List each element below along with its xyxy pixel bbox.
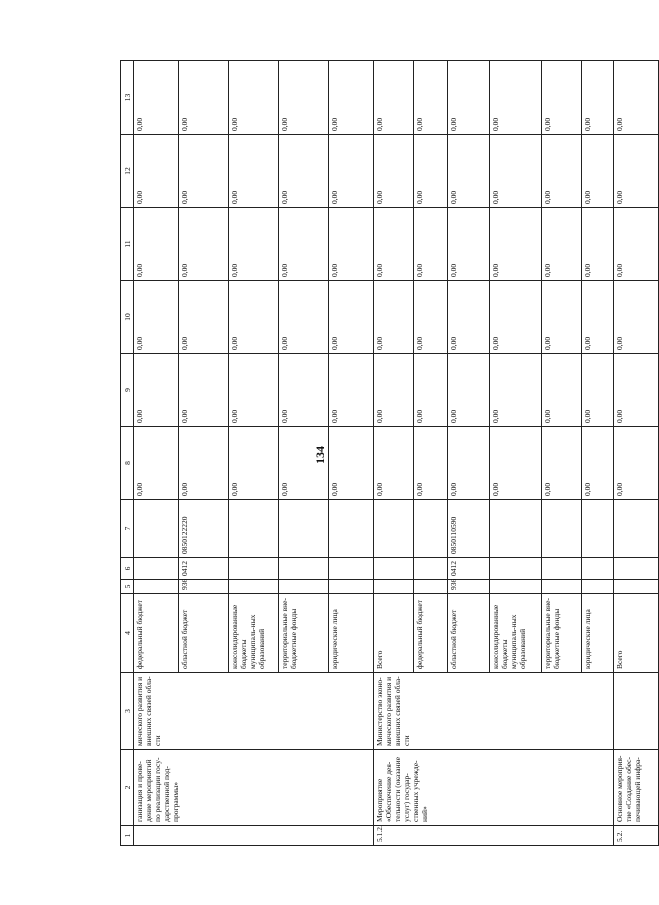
header-cell: 4 <box>121 594 134 673</box>
value-cell: 0,00 <box>582 354 614 427</box>
code-target-cell: 0850110590 <box>448 500 490 558</box>
value-cell: 0,00 <box>490 427 542 500</box>
value-cell: 0,00 <box>179 354 229 427</box>
value-cell: 0,00 <box>229 135 279 208</box>
page-number: 134 <box>313 446 327 464</box>
code-section-cell <box>279 558 329 580</box>
code-target-cell <box>542 500 582 558</box>
value-cell: 0,00 <box>542 135 582 208</box>
code-grbs-cell <box>582 580 614 594</box>
code-target-cell <box>229 500 279 558</box>
header-cell: 6 <box>121 558 134 580</box>
header-cell: 5 <box>121 580 134 594</box>
value-cell: 0,00 <box>134 61 179 135</box>
header-cell: 3 <box>121 673 134 750</box>
value-cell: 0,00 <box>329 354 374 427</box>
code-grbs-cell <box>542 580 582 594</box>
executor-cell <box>614 673 659 750</box>
value-cell: 0,00 <box>490 135 542 208</box>
value-cell: 0,00 <box>448 208 490 281</box>
funding-source-cell: территориальные вне-бюджетные фонды <box>279 594 329 673</box>
value-cell: 0,00 <box>374 354 414 427</box>
code-target-cell <box>374 500 414 558</box>
value-cell: 0,00 <box>582 135 614 208</box>
code-section-cell <box>229 558 279 580</box>
code-section-cell <box>374 558 414 580</box>
value-cell: 0,00 <box>614 354 659 427</box>
value-cell: 0,00 <box>279 208 329 281</box>
value-cell: 0,00 <box>414 427 448 500</box>
funding-source-cell: областной бюджет <box>448 594 490 673</box>
code-section-cell <box>134 558 179 580</box>
item-name-cell: Основное мероприя-тие «Создание обес-печивающей инфра- <box>614 750 659 826</box>
value-cell: 0,00 <box>374 427 414 500</box>
code-section-cell <box>542 558 582 580</box>
value-cell: 0,00 <box>329 61 374 135</box>
table-row <box>134 61 179 846</box>
code-grbs-cell <box>414 580 448 594</box>
code-section-cell: 0412 <box>448 558 490 580</box>
funding-source-cell: федеральный бюджет <box>134 594 179 673</box>
value-cell: 0,00 <box>229 354 279 427</box>
code-grbs-cell <box>229 580 279 594</box>
header-cell: 2 <box>121 750 134 826</box>
value-cell: 0,00 <box>134 208 179 281</box>
value-cell: 0,00 <box>179 61 229 135</box>
value-cell: 0,00 <box>374 281 414 354</box>
value-cell: 0,00 <box>414 354 448 427</box>
value-cell: 0,00 <box>490 281 542 354</box>
value-cell: 0,00 <box>542 281 582 354</box>
code-section-cell: 0412 <box>179 558 229 580</box>
value-cell: 0,00 <box>582 61 614 135</box>
value-cell: 0,00 <box>414 208 448 281</box>
value-cell: 0,00 <box>448 135 490 208</box>
value-cell: 0,00 <box>490 208 542 281</box>
value-cell: 0,00 <box>542 208 582 281</box>
code-grbs-cell <box>490 580 542 594</box>
value-cell: 0,00 <box>179 281 229 354</box>
value-cell: 0,00 <box>229 281 279 354</box>
code-grbs-cell <box>279 580 329 594</box>
value-cell: 0,00 <box>582 427 614 500</box>
value-cell: 0,00 <box>582 281 614 354</box>
funding-source-cell: консолидированные бюджеты муниципаль-ных образований <box>490 594 542 673</box>
value-cell: 0,00 <box>329 135 374 208</box>
value-cell: 0,00 <box>490 354 542 427</box>
header-cell: 1 <box>121 826 134 846</box>
value-cell: 0,00 <box>279 61 329 135</box>
value-cell: 0,00 <box>329 427 374 500</box>
value-cell: 0,00 <box>614 281 659 354</box>
item-number-cell: 5.2. <box>614 826 659 846</box>
code-grbs-cell <box>614 580 659 594</box>
value-cell: 0,00 <box>448 281 490 354</box>
value-cell: 0,00 <box>542 427 582 500</box>
code-grbs-cell <box>374 580 414 594</box>
header-cell: 10 <box>121 281 134 354</box>
value-cell: 0,00 <box>542 61 582 135</box>
funding-source-cell: территориальные вне-бюджетные фонды <box>542 594 582 673</box>
code-section-cell <box>614 558 659 580</box>
value-cell: 0,00 <box>279 135 329 208</box>
value-cell: 0,00 <box>614 427 659 500</box>
value-cell: 0,00 <box>490 61 542 135</box>
code-target-cell <box>329 500 374 558</box>
funding-source-cell: консолидированные бюджеты муниципаль-ных образований <box>229 594 279 673</box>
funding-source-cell: федеральный бюджет <box>414 594 448 673</box>
code-target-cell <box>614 500 659 558</box>
code-target-cell <box>134 500 179 558</box>
value-cell: 0,00 <box>414 135 448 208</box>
value-cell: 0,00 <box>542 354 582 427</box>
item-number-cell <box>134 826 374 846</box>
code-grbs-cell: 936 <box>179 580 229 594</box>
code-target-cell <box>414 500 448 558</box>
value-cell: 0,00 <box>179 208 229 281</box>
code-target-cell <box>582 500 614 558</box>
code-target-cell <box>490 500 542 558</box>
table-header <box>121 61 134 846</box>
value-cell: 0,00 <box>582 208 614 281</box>
value-cell: 0,00 <box>179 135 229 208</box>
code-grbs-cell: 936 <box>448 580 490 594</box>
item-name-cell: Мероприятие «Обеспечение дея-тельности (оказание услуг) государ-ственных учрежде-ний» <box>374 750 614 826</box>
value-cell: 0,00 <box>414 281 448 354</box>
value-cell: 0,00 <box>374 61 414 135</box>
value-cell: 0,00 <box>448 427 490 500</box>
code-section-cell <box>490 558 542 580</box>
budget-table <box>120 60 659 846</box>
value-cell: 0,00 <box>229 208 279 281</box>
value-cell: 0,00 <box>614 135 659 208</box>
rotated-table-wrapper <box>120 61 642 846</box>
value-cell: 0,00 <box>229 427 279 500</box>
code-grbs-cell <box>329 580 374 594</box>
header-cell: 7 <box>121 500 134 558</box>
header-cell: 11 <box>121 208 134 281</box>
code-target-cell: 0850122220 <box>179 500 229 558</box>
table-body <box>134 61 659 846</box>
value-cell: 0,00 <box>329 208 374 281</box>
value-cell: 0,00 <box>374 135 414 208</box>
code-section-cell <box>582 558 614 580</box>
header-cell: 8 <box>121 427 134 500</box>
value-cell: 0,00 <box>374 208 414 281</box>
funding-source-cell: юридические лица <box>582 594 614 673</box>
code-target-cell <box>279 500 329 558</box>
funding-source-cell: Всего <box>614 594 659 673</box>
code-section-cell <box>329 558 374 580</box>
value-cell: 0,00 <box>614 208 659 281</box>
item-number-cell: 5.1.2. <box>374 826 614 846</box>
code-section-cell <box>414 558 448 580</box>
executor-cell: Министерство эконо-мического развития и внешних связей обла-сти <box>374 673 614 750</box>
value-cell: 0,00 <box>448 61 490 135</box>
item-name-cell: ганизация и прове-дение мероприятий по реализации госу-дарственной под-программы» <box>134 750 374 826</box>
value-cell: 0,00 <box>614 61 659 135</box>
value-cell: 0,00 <box>279 427 329 500</box>
code-grbs-cell <box>134 580 179 594</box>
header-cell: 12 <box>121 135 134 208</box>
value-cell: 0,00 <box>134 281 179 354</box>
value-cell: 0,00 <box>134 354 179 427</box>
executor-cell: мического развития и внешних связей обла-сти <box>134 673 374 750</box>
value-cell: 0,00 <box>134 135 179 208</box>
value-cell: 0,00 <box>134 427 179 500</box>
value-cell: 0,00 <box>414 61 448 135</box>
funding-source-cell: областной бюджет <box>179 594 229 673</box>
value-cell: 0,00 <box>229 61 279 135</box>
header-cell: 9 <box>121 354 134 427</box>
value-cell: 0,00 <box>279 354 329 427</box>
funding-source-cell: юридические лица <box>329 594 374 673</box>
value-cell: 0,00 <box>279 281 329 354</box>
table-row <box>614 61 659 846</box>
value-cell: 0,00 <box>448 354 490 427</box>
funding-source-cell: Всего <box>374 594 414 673</box>
header-cell: 13 <box>121 61 134 135</box>
value-cell: 0,00 <box>329 281 374 354</box>
value-cell: 0,00 <box>179 427 229 500</box>
table-row <box>374 61 414 846</box>
